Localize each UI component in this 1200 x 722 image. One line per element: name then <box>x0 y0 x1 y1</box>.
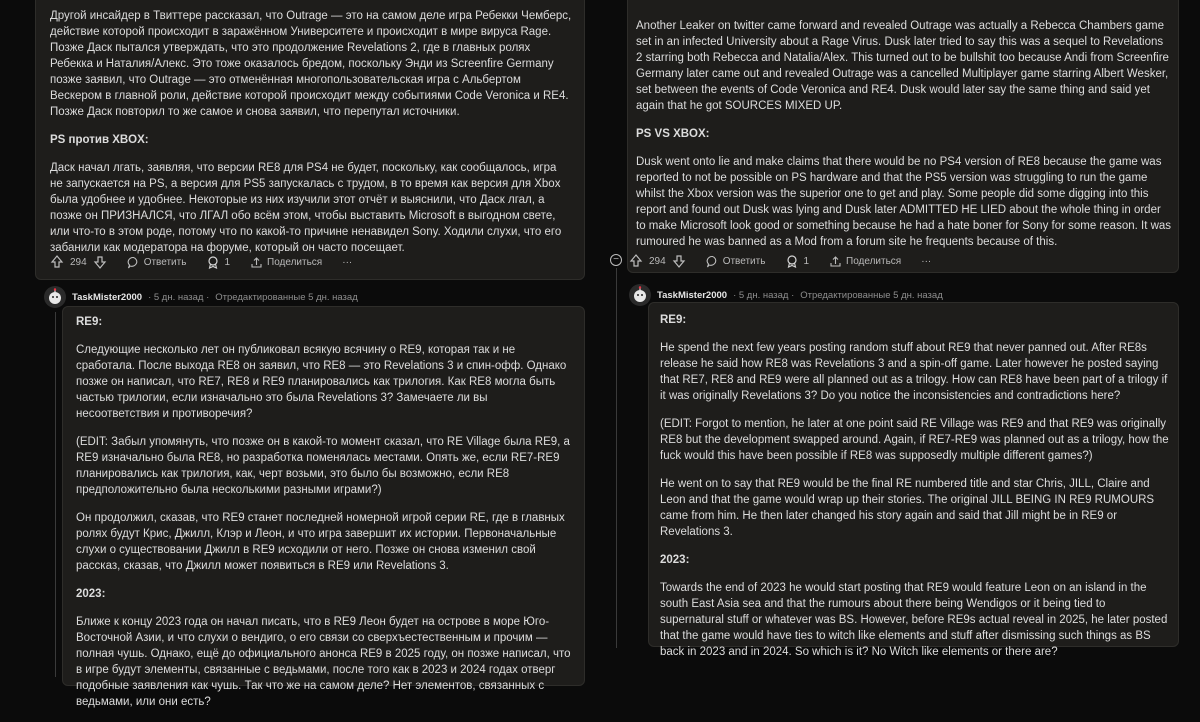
award-icon <box>785 254 799 268</box>
share-label: Поделиться <box>846 255 902 267</box>
paragraph: Another Leaker on twitter came forward and revealed Outrage was actually a Rebecca Chambers game set in an infected University about a Rage Virus. Dusk later tried to say this was a sequel to Revelations 2 starring both Rebecca and Natalia/Alex. This turned out to be bullshit too because Andi from Screenfire Germany later came out and revealed Outrage was a cancelled Multiplayer game starring Albert Wesker, set between the events of Code Veronica and RE4. Dusk would later say the same thing and said yet again that he got SOURCES MIXED UP. <box>636 20 1169 112</box>
avatar-icon <box>631 286 649 304</box>
post-action-bar <box>629 254 931 268</box>
comment-time: · 5 дн. назад · <box>733 289 795 301</box>
reply-button[interactable] <box>127 256 187 269</box>
upvote-icon[interactable] <box>50 255 64 269</box>
section-heading: RE9: <box>76 316 103 328</box>
post-body-card <box>627 0 1179 273</box>
upvote-icon[interactable] <box>629 254 643 268</box>
paragraph: (EDIT: Forgot to mention, he later at one point said RE Village was RE9 and that RE9 was originally RE8 but the development swapped around. Again, if RE7-RE9 was planned out as a trilogy, how the fuck would this have been possible if RE8 was supposedly multiple different games?) <box>660 418 1169 462</box>
thread-line[interactable] <box>616 268 617 648</box>
avatar[interactable] <box>629 284 651 306</box>
reply-label: Ответить <box>722 255 766 267</box>
paragraph: Towards the end of 2023 he would start posting that RE9 would feature Leon on an island in the south East Asia sea and that the rumours about there being Wendigos or it being tied to supernatural stuff or whatever was BS. However, before RE9s actual reveal in 2025, he later posted that the game would have ties to witch like elements and stuff after dismissing such things as BS back in 2023 and in 2024. So which is it? No Witch like elements or there are? <box>660 582 1168 658</box>
share-icon <box>250 256 263 269</box>
paragraph: Следующие несколько лет он публиковал всякую всячину о RE9, которая так и не сработала. После выхода RE8 он заявил, что RE8 — это Revelations 3 и спин-офф. Однако позже он написал, что RE7, RE8 и RE9 планировались как трилогия. Как RE8 могла быть частью трилогии, если изначально это была Revelations 3? Замечаете ли вы несоответствия и противоречия? <box>76 344 567 420</box>
more-options-button[interactable]: ··· <box>921 255 932 267</box>
avatar[interactable] <box>44 286 66 308</box>
post-body-text <box>50 8 572 268</box>
paragraph: He spend the next few years posting random stuff about RE9 that never panned out. After RE8s release he said how RE8 was Revelations 3 and a spin-off game. Later however he posted saying that RE7, RE8 and RE9 were all planned out as a trilogy. How can RE8 have been part of a trilogy if it was originally Revelations 3? Do you notice the inconsistencies and contradictions here? <box>660 342 1168 402</box>
award-button[interactable] <box>206 255 230 269</box>
paragraph: Даск начал лгать, заявляя, что версии RE8 для PS4 не будет, поскольку, как сообщалось, игра не запускается на PS, а версия для PS5 запускалась с трудом, в то время как версия для Xbox была удобнее и удобнее. Некоторые из них изучили этот отчёт и выяснили, что Даск лгал, а позже он ПРИЗНАЛСЯ, что ЛГАЛ обо всём этом, чтобы выставить Microsoft в выгодном свете, или что-то в этом роде, потому что по какой-то причине ненавидел Sony. Ходили слухи, что его забанили как модератора на форуме, который он часто посещает. <box>50 162 562 254</box>
paragraph: Он продолжил, сказав, что RE9 станет последней номерной игрой серии RE, где в главных ролях будут Крис, Джилл, Клэр и Леон, и что игра завершит их истории. Первоначальные слухи о существовании Джилл в RE9 исходили от него. Позже он снова изменил свой рассказ, сказав, что Джилл может появиться в RE9 или Revelations 3. <box>76 512 565 572</box>
collapse-thread-button[interactable]: − <box>610 254 622 266</box>
section-heading: 2023: <box>76 588 106 600</box>
award-count: 1 <box>803 255 809 267</box>
section-heading: PS против XBOX: <box>50 134 149 146</box>
paragraph: He went on to say that RE9 would be the final RE numbered title and star Chris, JILL, Claire and Leon and that the game would wrap up their stories. The original JILL BEING IN RE9 RUMOURS came from him. He then later changed his story again and said that Jill might be in RE9 or Revelations 3. <box>660 478 1155 538</box>
avatar-icon <box>46 288 64 306</box>
award-button[interactable] <box>785 254 809 268</box>
share-button[interactable] <box>829 255 901 268</box>
paragraph: Ближе к концу 2023 года он начал писать, что в RE9 Леон будет на острове в море Юго-Восточной Азии, и что слухи о вендиго, о его связи со сверхъестественным и прочим — полная чушь. Однако, ещё до официального анонса RE9 в 2025 году, он позже написал, что в игре будут элементы, связанные с ведьмами, после того как в 2023 и 2024 годах отверг подобные заявления как чушь. Так что же на самом деле? Нет элементов, связанных с ведьмами, или они есть? <box>76 616 571 708</box>
post-body-card <box>35 0 585 280</box>
left-panel <box>0 0 590 708</box>
reply-button[interactable] <box>706 255 766 268</box>
thread-line[interactable] <box>55 312 56 677</box>
comment-body-card <box>648 302 1179 658</box>
vote-count: 294 <box>649 255 666 267</box>
comment-body-card <box>62 306 585 708</box>
comment-username[interactable]: TaskMister2000 <box>72 291 143 303</box>
comment-edited: Отредактированные 5 дн. назад <box>215 291 358 303</box>
comment-username[interactable]: TaskMister2000 <box>657 289 728 301</box>
share-label: Поделиться <box>267 256 323 268</box>
paragraph: Другой инсайдер в Твиттере рассказал, что Outrage — это на самом деле игра Ребекки Чемберс, действие которой происходит в заражённом Университете и происходит в мире вируса Rage. Позже Даск пытался утверждать, что это продолжение Revelations 2, где в главных ролях Ребекка и Наталия/Алекс. Это тоже оказалось бредом, поскольку Энди из Screenfire Germany позже заявил, что Outrage — это отменённая многопользовательская игра с Альбертом Вескером в главной роли, действие которой происходит между событиями Code Veronica и RE4. Позже Даск повторил то же самое и снова заявил, что перепутал источники. <box>50 10 572 118</box>
share-button[interactable] <box>250 256 322 269</box>
comment-edited: Отредактированные 5 дн. назад <box>800 289 943 301</box>
downvote-icon[interactable] <box>93 255 107 269</box>
reply-label: Ответить <box>143 256 187 268</box>
comment-icon <box>706 255 719 268</box>
post-action-bar <box>50 255 352 269</box>
comment-icon <box>127 256 140 269</box>
award-icon <box>206 255 220 269</box>
downvote-icon[interactable] <box>672 254 686 268</box>
right-panel <box>593 0 1200 677</box>
paragraph: (EDIT: Забыл упомянуть, что позже он в какой-то момент сказал, что RE Village была RE9, а RE9 изначально была RE8, но разработка поменялась местами. Опять же, если RE7-RE9 планировались как трилогия, как, черт возьми, это было бы возможно, если RE8 предположительно была несколькими разными играми?) <box>76 436 570 496</box>
section-heading: PS VS XBOX: <box>636 128 710 140</box>
more-options-button[interactable]: ··· <box>342 256 353 268</box>
comment-header <box>44 286 358 308</box>
paragraph: Dusk went onto lie and make claims that there would be no PS4 version of RE8 because the game was reported to not be possible on PS hardware and that the PS5 version was struggling to run the game whilst the Xbox version was the superior one to get and play. Some people did some digging into this report and found out Dusk was lying and Dusk later ADMITTED HE LIED about the whole thing in order to make Microsoft look good or something because he had a hate boner for Sony for some reason. It was rumoured he was banned as a Mod from a forum site he frequents because of this. <box>636 156 1172 248</box>
section-heading: 2023: <box>660 554 690 566</box>
section-heading: RE9: <box>660 314 687 326</box>
share-icon <box>829 255 842 268</box>
comment-body-text <box>76 314 573 722</box>
vote-count: 294 <box>70 256 87 268</box>
post-body-text <box>636 18 1172 262</box>
award-count: 1 <box>224 256 230 268</box>
comment-body-text <box>660 312 1170 672</box>
comment-time: · 5 дн. назад · <box>148 291 210 303</box>
